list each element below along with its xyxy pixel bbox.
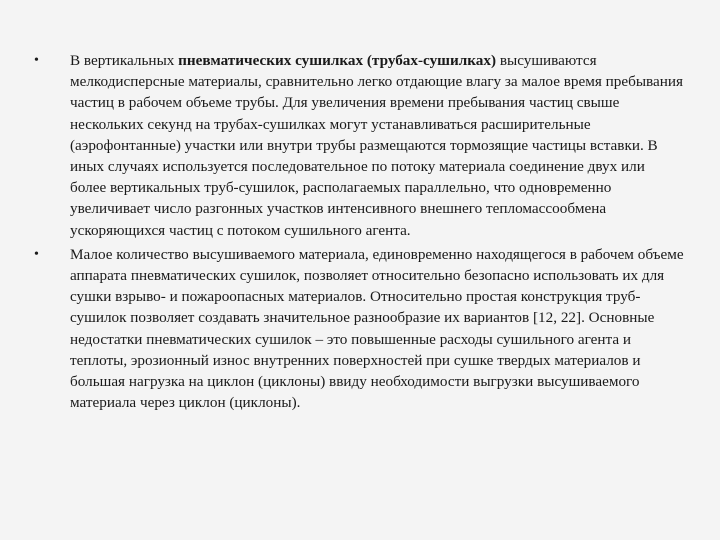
bullet-body-text: высушиваются мелкодисперсные материалы, сравнительно легко отдающие влагу за малое время пребывания частиц в рабочем объеме трубы. Для увеличения времени пребывания частиц свыше нескольких секунд на трубах-сушилках могут устанавливаться расширительные (аэрофонтанные) участки или внутри трубы размещаются тормозящие частицы вставки. В иных случаях используется последовательное по потоку материала соединение двух или более вертикальных труб-сушилок, располагаемых параллельно, что одновременно увеличивает число разгонных участков интенсивного внешнего тепломассообмена ускоряющихся частиц с потоком сушильного агента. (70, 52, 683, 239)
bullet-icon: • (34, 53, 39, 68)
bullet-item-pneumatic-dryers (34, 50, 684, 241)
bold-term: пневматических сушилках (трубах-сушилках) (178, 52, 497, 69)
bullet-list (34, 50, 684, 416)
bullet-lead-text: В вертикальных (70, 52, 179, 69)
bullet-body-text: Малое количество высушиваемого материала, единовременно находящегося в рабочем объеме аппарата пневматических сушилок, позволяет относительно безопасно использовать их для сушки взрыво- и пожароопасных материалов. Относительно простая конструкция труб-сушилок позволяет создавать значительное разнообразие их вариантов [12, 22]. Основные недостатки пневматических сушилок – это повышенные расходы сушильного агента и теплоты, эрозионный износ внутренних поверхностей при сушке твердых материалов и большая нагрузка на циклон (циклоны) ввиду необходимости выгрузки высушиваемого материала через циклон (циклоны). (70, 245, 684, 412)
bullet-item-advantages-drawbacks (34, 244, 684, 414)
bullet-icon: • (34, 246, 39, 262)
